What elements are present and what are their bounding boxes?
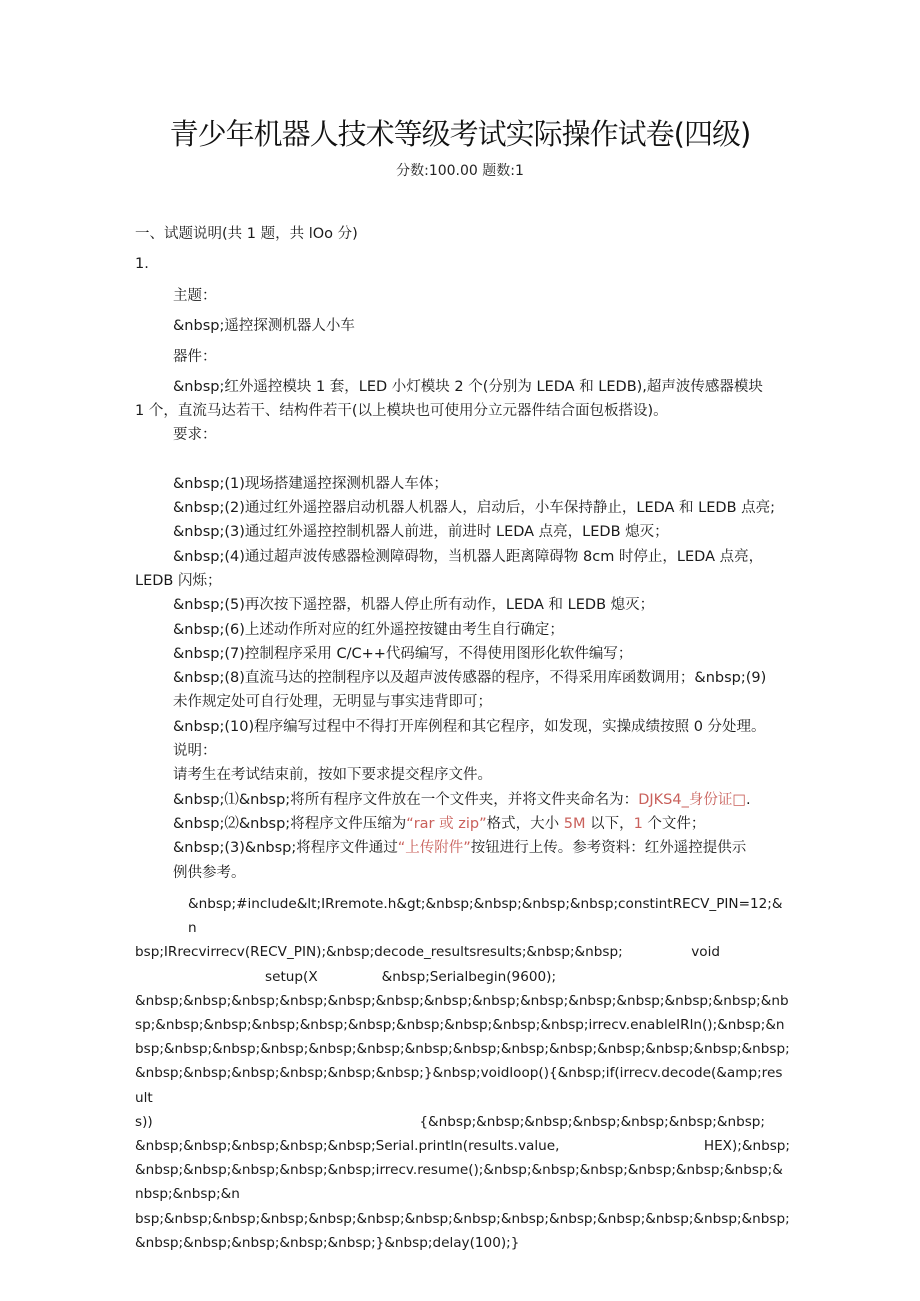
code-line: &nbsp;&nbsp;&nbsp;&nbsp;&nbsp;irrecv.resume();&nbsp;&nbsp;&nbsp;&nbsp;&nbsp;&nbsp;&nbsp;&nbsp;&n <box>135 1162 783 1203</box>
code-line: &nbsp;#include&lt;IRremote.h&gt;&nbsp;&nbsp;&nbsp;&nbsp;constintRECV_PIN=12;&n <box>188 896 783 937</box>
folder-name-highlight: DJKS4_身份证□ <box>638 791 747 808</box>
topic-text: &nbsp;遥控探测机器人小车 <box>173 318 355 335</box>
requirement-4-line-2: LEDB 闪烁； <box>135 572 222 589</box>
note-3 <box>173 836 788 860</box>
code-segment: s)) <box>135 1113 153 1130</box>
code-line: &nbsp;&nbsp;&nbsp;&nbsp;&nbsp;&nbsp;}&nbsp;voidloop(){&nbsp;if(irrecv.decode(&amp;result <box>135 1065 783 1106</box>
note-1-text: &nbsp;⑴&nbsp;将所有程序文件放在一个文件夹，并将文件夹命名为： <box>173 791 639 808</box>
parts-line-2: 1 个，直流马达若干、结构件若干(以上模块也可使用分立元器件结合面包板搭设)。 <box>135 403 668 420</box>
requirements-label: 要求： <box>173 427 217 444</box>
note-2-mid: 格式，大小 <box>486 815 564 832</box>
note-1 <box>173 788 788 812</box>
note-1-end: . <box>746 791 751 808</box>
requirement-5: &nbsp;(5)再次按下遥控器，机器人停止所有动作，LEDA 和 LEDB 熄灭； <box>173 597 655 614</box>
notes-label: 说明： <box>173 743 217 760</box>
code-segment: bsp;IRrecvirrecv(RECV_PIN);&nbsp;decode_resultsresults;&nbsp;&nbsp; <box>135 944 623 961</box>
section-heading: 一、试题说明(共 1 题，共 lOo 分) <box>135 226 358 242</box>
code-line: &nbsp;&nbsp;&nbsp;&nbsp;&nbsp;}&nbsp;delay(100);} <box>135 1234 520 1251</box>
code-segment: void <box>691 944 720 961</box>
requirement-4-line-1: &nbsp;(4)通过超声波传感器检测障碍物，当机器人距离障碍物 8cm 时停止，LEDA 点亮， <box>173 548 764 565</box>
note-3-end: 按钮进行上传。参考资料：红外遥控提供示 <box>470 840 747 857</box>
requirement-1: &nbsp;(1)现场搭建遥控探测机器人车体； <box>173 475 448 492</box>
requirement-2: &nbsp;(2)通过红外遥控器启动机器人机器人，启动后，小车保持静止，LEDA 和 LEDB 点亮; <box>173 500 776 517</box>
requirement-9-line: 未作规定处可自行处理，无明显与事实违背即可； <box>173 694 492 711</box>
note-3-text: &nbsp;(3)&nbsp;将程序文件通过 <box>173 840 398 857</box>
note-3-line-2: 例供参考。 <box>173 864 246 881</box>
code-line <box>135 1110 790 1134</box>
note-2-end: 个文件； <box>642 815 706 832</box>
code-segment: setup(X <box>265 968 318 985</box>
upload-highlight: “上传附件” <box>397 840 471 857</box>
code-line: &nbsp;&nbsp;&nbsp;&nbsp;&nbsp;&nbsp;&nbsp;&nbsp;&nbsp;&nbsp;&nbsp;&nbsp;&nbsp;&nb <box>135 992 789 1009</box>
code-segment: {&nbsp;&nbsp;&nbsp;&nbsp;&nbsp;&nbsp;&nbsp; <box>419 1113 765 1130</box>
requirement-3: &nbsp;(3)通过红外遥控控制机器人前进，前进时 LEDA 点亮，LEDB 熄灭； <box>173 524 669 541</box>
code-line <box>135 965 790 989</box>
count-highlight: 1 <box>633 815 643 832</box>
question-number: 1. <box>135 256 149 272</box>
code-segment: &nbsp;&nbsp;&nbsp;&nbsp;&nbsp;Serial.println(results.value, <box>135 1138 560 1155</box>
parts-line-1: &nbsp;红外遥控模块 1 套，LED 小灯模块 2 个(分别为 LEDA 和 LEDB),超声波传感器模块 <box>173 378 763 395</box>
question-body <box>135 284 788 885</box>
note-2-text: &nbsp;⑵&nbsp;将程序文件压缩为 <box>173 815 407 832</box>
note-2 <box>173 812 788 836</box>
format-highlight: “rar 或 zip” <box>406 815 487 832</box>
requirement-7: &nbsp;(7)控制程序采用 C/C++代码编写，不得使用图形化软件编写； <box>173 645 633 662</box>
notes-intro: 请考生在考试结束前，按如下要求提交程序文件。 <box>173 767 492 784</box>
topic-label: 主题： <box>173 288 217 304</box>
requirement-6: &nbsp;(6)上述动作所对应的红外遥控按键由考生自行确定； <box>173 621 564 638</box>
requirement-10: &nbsp;(10)程序编写过程中不得打开库例程和其它程序，如发现，实操成绩按照 0 分处理。 <box>173 718 766 735</box>
code-line <box>135 940 790 964</box>
code-segment: &nbsp;Serialbegin(9600); <box>381 968 557 985</box>
parts-label: 器件： <box>173 348 217 365</box>
requirement-8-line-1: &nbsp;(8)直流马达的控制程序以及超声波传感器的程序，不得采用库函数调用；&nbsp;(9) <box>173 670 767 687</box>
size-highlight: 5M <box>563 815 586 832</box>
code-segment: HEX);&nbsp; <box>703 1138 790 1155</box>
code-line <box>135 1134 790 1158</box>
reference-code <box>135 892 790 1255</box>
code-line: bsp;&nbsp;&nbsp;&nbsp;&nbsp;&nbsp;&nbsp;&nbsp;&nbsp;&nbsp;&nbsp;&nbsp;&nbsp;&nbsp; <box>135 1041 790 1058</box>
document-title: 青少年机器人技术等级考试实际操作试卷(四级) <box>169 117 751 151</box>
score-summary: 分数:100.00 题数:1 <box>396 163 524 179</box>
code-line: sp;&nbsp;&nbsp;&nbsp;&nbsp;&nbsp;&nbsp;&nbsp;&nbsp;&nbsp;irrecv.enableIRln();&nbsp;&n <box>135 1017 785 1034</box>
code-line: bsp;&nbsp;&nbsp;&nbsp;&nbsp;&nbsp;&nbsp;&nbsp;&nbsp;&nbsp;&nbsp;&nbsp;&nbsp;&nbsp; <box>135 1210 790 1227</box>
note-2-mid2: 以下， <box>585 815 634 832</box>
